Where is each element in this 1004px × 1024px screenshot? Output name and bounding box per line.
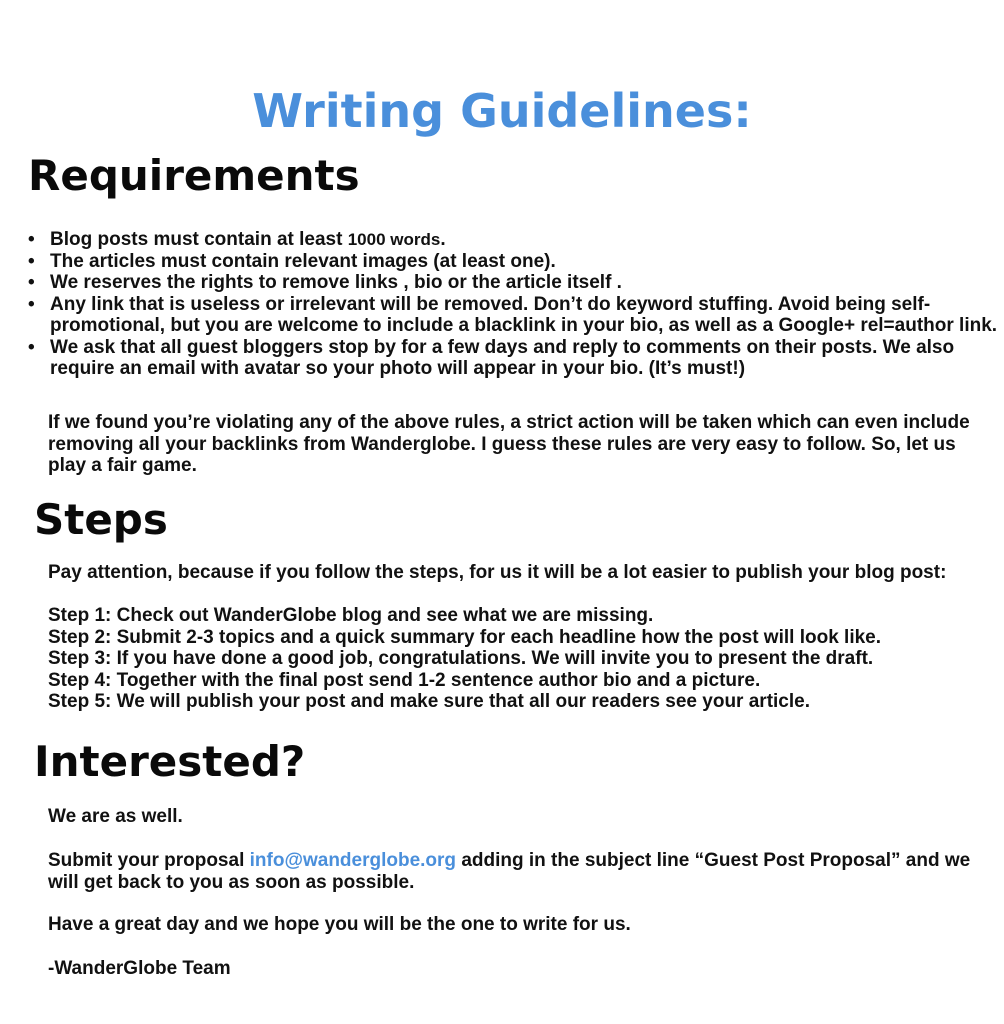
bullet-icon: •: [28, 272, 35, 293]
page-title: Writing Guidelines:: [252, 83, 752, 138]
word-count-emphasis: 1000 words: [347, 230, 441, 249]
submit-text-start: Submit your proposal: [48, 850, 250, 871]
step-item: Step 4: Together with the final post send 1-2 sentence author bio and a picture.: [48, 669, 761, 691]
list-item: [24, 294, 1004, 337]
list-item-text: The articles must contain relevant images (at least one).: [50, 250, 556, 272]
step-item: Step 2: Submit 2-3 topics and a quick summary for each headline how the post will look like.: [48, 626, 882, 648]
step-item: Step 1: Check out WanderGlobe blog and see what we are missing.: [48, 605, 654, 626]
submit-text-end: adding in the subject line “Guest Post Proposal” and we will get back to you as soon as possible.: [48, 850, 971, 893]
list-item-text: Any link that is useless or irrelevant will be removed. Don’t do keyword stuffing. Avoid being self-promotional, but you are welcome to include a blacklink in your bio, as well as a Google+ rel=author link.: [50, 293, 998, 336]
bullet-icon: •: [28, 293, 35, 315]
submit-paragraph: [48, 850, 988, 893]
bullet-icon: •: [28, 229, 35, 250]
list-item: [24, 272, 1004, 294]
steps-heading: Steps: [34, 495, 168, 544]
email-link[interactable]: info@wanderglobe.org: [249, 850, 457, 871]
step-item: Step 3: If you have done a good job, congratulations. We will invite you to present the draft.: [48, 648, 874, 669]
bullet-icon: •: [28, 250, 35, 272]
list-item-text: Blog posts must contain at least: [50, 229, 348, 250]
list-item: [24, 337, 1004, 380]
interest-line: We are as well.: [48, 806, 183, 827]
list-item: [24, 251, 1004, 273]
bullet-icon: •: [28, 336, 35, 358]
requirements-heading: Requirements: [28, 151, 360, 200]
list-item: [24, 229, 1004, 251]
requirements-list: [24, 229, 1004, 380]
signature: -WanderGlobe Team: [48, 958, 231, 979]
list-item-text-end: .: [440, 229, 446, 250]
closing-line: Have a great day and we hope you will be the one to write for us.: [48, 914, 631, 935]
steps-intro: Pay attention, because if you follow the steps, for us it will be a lot easier to publish your blog post:: [48, 562, 947, 583]
list-item-text: We reserves the rights to remove links , bio or the article itself .: [50, 272, 622, 293]
list-item-text: We ask that all guest bloggers stop by for a few days and reply to comments on their posts. We also require an email with avatar so your photo will appear in your bio. (It’s must!): [50, 336, 955, 379]
step-item: Step 5: We will publish your post and make sure that all our readers see your article.: [48, 691, 810, 712]
steps-list: [48, 605, 998, 713]
rules-note: If we found you’re violating any of the above rules, a strict action will be taken which can even include removing all your backlinks from Wanderglobe. I guess these rules are very easy to follow. So, let us play a fair game.: [48, 412, 970, 476]
interested-heading: Interested?: [34, 737, 306, 786]
